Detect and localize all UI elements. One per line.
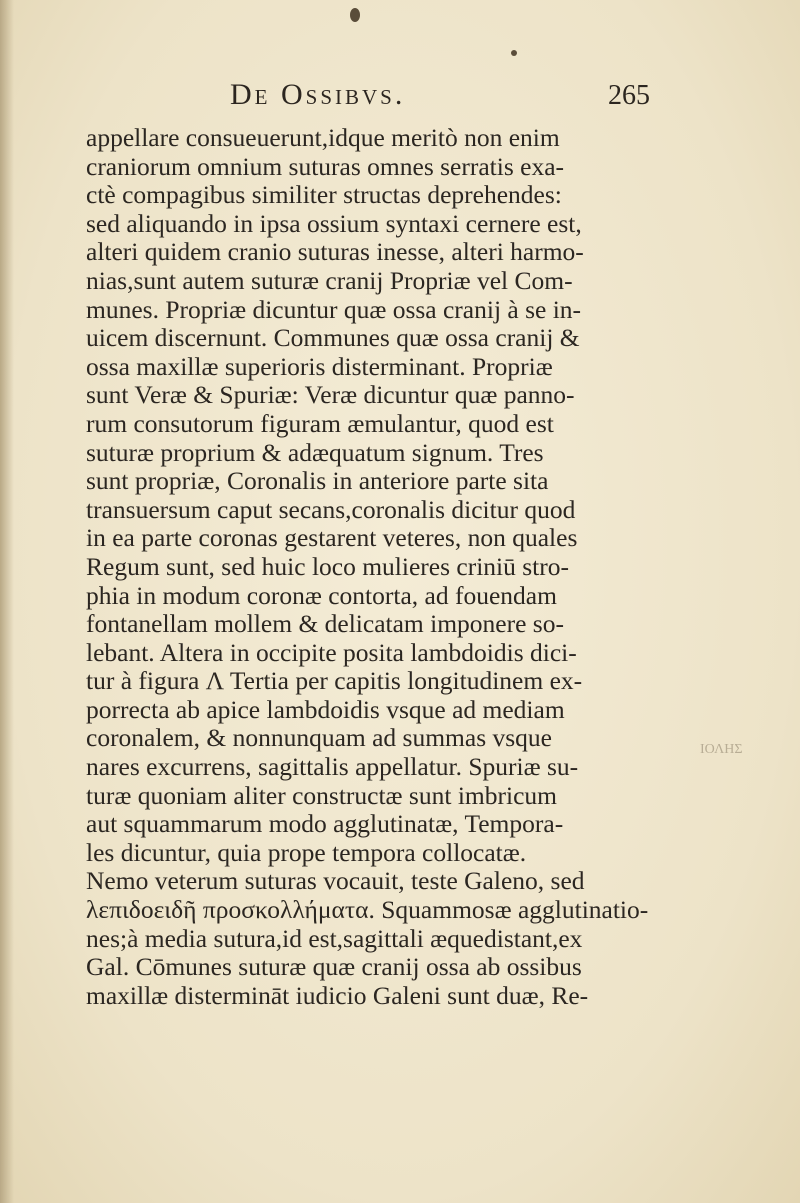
text-line: Nemo veterum suturas vocauit, teste Galeno, sed [86, 866, 585, 896]
bleed-through-margin-note: ΙΟΛΗΣ [700, 742, 743, 757]
text-line: sed aliquando in ipsa ossium syntaxi cernere est, [86, 208, 582, 238]
text-line: alteri quidem cranio suturas inesse, alteri harmo- [86, 237, 584, 267]
text-line: λεπιδοειδῆ προσκολλήματα. Squammosæ agglutinatio- [86, 895, 649, 925]
running-title: De Ossibvs. [230, 78, 406, 111]
text-line: in ea parte coronas gestarent veteres, non quales [86, 523, 578, 553]
page-number: 265 [608, 80, 650, 111]
text-line: uicem discernunt. Communes quæ ossa cranij & [86, 323, 580, 353]
text-line: ctè compagibus similiter structas deprehendes: [86, 180, 562, 210]
text-line: sunt Veræ & Spuriæ: Veræ dicuntur quæ panno- [86, 380, 575, 410]
text-line: fontanellam mollem & delicatam imponere so- [86, 609, 564, 639]
text-line: nias,sunt autem suturæ cranij Propriæ vel Com- [86, 265, 573, 295]
text-line: porrecta ab apice lambdoidis vsque ad mediam [86, 694, 565, 724]
text-line: appellare consueuerunt,idque meritò non enim [86, 123, 560, 152]
text-line: phia in modum coronæ contorta, ad fouendam [86, 580, 557, 610]
running-header [230, 78, 650, 118]
ink-speck [511, 50, 517, 56]
text-line: craniorum omnium suturas omnes serratis exa- [86, 151, 565, 181]
text-line: munes. Propriæ dicuntur quæ ossa cranij à se in- [86, 294, 582, 324]
text-line: turæ quoniam aliter constructæ sunt imbricum [86, 780, 557, 810]
text-line: sunt propriæ, Coronalis in anteriore parte sita [86, 466, 549, 496]
page-gutter-shadow [0, 0, 14, 1203]
text-line: Regum sunt, sed huic loco mulieres criniū stro- [86, 551, 569, 581]
text-line: transuersum caput secans,coronalis dicitur quod [86, 494, 576, 524]
text-line: tur à figura Λ Tertia per capitis longitudinem ex- [86, 666, 583, 696]
text-line: Gal. Cōmunes suturæ quæ cranij ossa ab ossibus [86, 952, 582, 982]
text-line: les dicuntur, quia prope tempora collocatæ. [86, 837, 527, 867]
text-line: nes;à media sutura,id est,sagittali æquedistant,ex [86, 923, 583, 953]
text-line: coronalem, & nonnunquam ad summas vsque [86, 723, 552, 753]
ink-speck [350, 8, 360, 22]
text-line: nares excurrens, sagittalis appellatur. Spuriæ su- [86, 752, 579, 782]
text-line: maxillæ distermināt iudicio Galeni sunt duæ, Re- [86, 980, 589, 1010]
text-line: ossa maxillæ superioris disterminant. Propriæ [86, 351, 553, 381]
text-line: lebant. Altera in occipite posita lambdoidis dici- [86, 637, 577, 667]
body-text [86, 123, 649, 1010]
text-line: aut squammarum modo agglutinatæ, Tempora- [86, 809, 564, 839]
text-line: suturæ proprium & adæquatum signum. Tres [86, 437, 544, 467]
text-line: rum consutorum figuram æmulantur, quod est [86, 408, 554, 438]
